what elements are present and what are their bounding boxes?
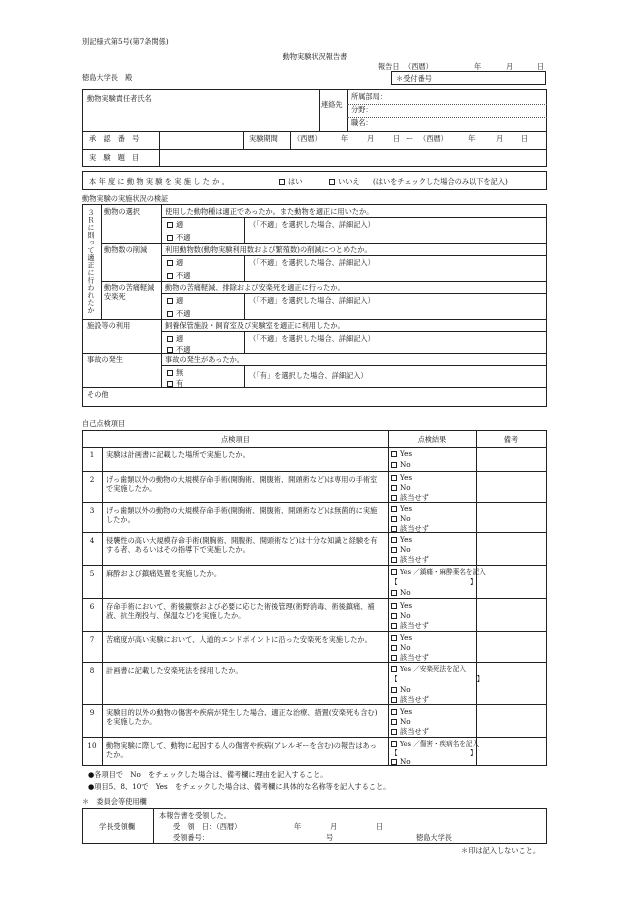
conducted-no-checkbox[interactable]: いいえ (329, 177, 360, 186)
form-id: 別記様式第5号(第7条関係) (82, 37, 169, 46)
receipt-month: 月 (330, 822, 338, 831)
accident-none-checkbox[interactable]: 無 (167, 368, 183, 377)
check-1-no[interactable]: No (391, 460, 411, 469)
check-5-no[interactable]: No (391, 588, 411, 597)
check-4-yes[interactable]: Yes (391, 535, 412, 544)
info-table (82, 89, 547, 167)
footnote: ＊印は記入しないこと。 (461, 846, 541, 855)
receipt-number-label: 受領番号： (173, 833, 209, 842)
other-label: その他 (87, 390, 109, 399)
conducted-question: 本 年 度 に 動 物 実 験 を 実 施 し た か 。 (89, 177, 229, 186)
check-no: 2 (89, 475, 95, 484)
section-label-facilities: 施設等の利用 (87, 321, 131, 330)
header-item: 点検項目 (221, 435, 250, 444)
check-text: げっ歯類以外の動物の大規模存命手術(開胸術、開腹術、開頭術など)は専用の手術室で実施したか。 (106, 475, 378, 493)
received-text: 本報告書を受領した。 (159, 811, 231, 820)
check-no: 5 (89, 569, 95, 578)
check-text: 計画書に記載した安楽死法を採用したか。 (106, 666, 243, 675)
check-8-na[interactable]: 該当せず (391, 695, 429, 704)
check-5-detail: 【 】 (391, 578, 477, 586)
check-10-detail: 【 】 (391, 749, 477, 757)
check-text: 実験目的以外の動物の傷害や疾病が発生した場合、適正な治療、措置(安楽死も含む)を実施したか。 (106, 708, 378, 726)
check-4-na[interactable]: 該当せず (391, 555, 429, 564)
section-question-selection: 使用した動物種は適正であったか。また動物を適正に用いたか。 (165, 207, 374, 216)
verification-table (82, 204, 547, 407)
check-no: 10 (87, 741, 97, 750)
check-7-yes[interactable]: Yes (391, 633, 412, 642)
selection-ng-checkbox[interactable]: 不適 (167, 233, 190, 242)
check-text: 実験は計画書に記載した場所で実施したか。 (106, 450, 250, 459)
check-3-yes[interactable]: Yes (391, 504, 412, 513)
check-2-no[interactable]: No (391, 483, 411, 492)
note-yes: ●項目5、8、10で Yes をチェックした場合は、備考欄に具体的な名称等を記入すること。 (88, 782, 391, 791)
check-9-yes[interactable]: Yes (391, 707, 412, 716)
reduction-ok-checkbox[interactable]: 適 (167, 258, 183, 267)
check-4-no[interactable]: No (391, 545, 411, 554)
check-5-yes[interactable]: Yes ／鎮痛・麻酔薬名を記入 (391, 568, 486, 576)
accident-yes-checkbox[interactable]: 有 (167, 379, 183, 388)
selection-ok-checkbox[interactable]: 適 (167, 220, 183, 229)
check-no: 8 (89, 666, 95, 675)
committee-table (82, 808, 547, 844)
selection-note: （「不適」を選択した場合、詳細記入） (249, 220, 375, 229)
check-10-yes[interactable]: Yes ／傷害・疾病名を記入 (391, 740, 479, 748)
check-8-yes[interactable]: Yes ／安楽死法を記入 (391, 665, 466, 673)
check-9-na[interactable]: 該当せず (391, 727, 429, 736)
self-check-table (82, 430, 547, 766)
section-question-reduction: 利用動物数(動物実験利用数および繁殖数)の削減につとめたか。 (165, 245, 372, 254)
receipt-date-label: 受 領 日：（西暦） (173, 822, 242, 831)
check-10-no[interactable]: No (391, 757, 411, 766)
conducted-note: (はいをチェックした場合のみ以下を記入) (373, 177, 508, 186)
check-no: 9 (89, 708, 95, 717)
conducted-row (82, 171, 547, 190)
contact-dept: 所属部局： (351, 92, 387, 101)
note-no: ●各項目で No をチェックした場合は、備考欄に理由を記入すること。 (88, 770, 328, 779)
committee-title: ＊ 委員会等使用欄 (82, 797, 147, 806)
facilities-note: （「不適」を選択した場合、詳細記入） (249, 334, 375, 343)
facilities-ok-checkbox[interactable]: 適 (167, 334, 183, 343)
header-remarks: 備考 (503, 435, 519, 444)
section-label-refinement: 動物の苦痛軽減安楽死 (104, 283, 155, 301)
check-2-yes[interactable]: Yes (391, 473, 412, 482)
header-result: 点検結果 (417, 435, 447, 444)
receipt-day: 日 (376, 822, 384, 831)
check-text: 存命手術において、術後観察および必要に応じた術後管理(術野消毒、術後鎮痛、補液、抗生剤投与、保温など)を実施したか。 (106, 602, 375, 620)
check-3-na[interactable]: 該当せず (391, 524, 429, 533)
check-7-no[interactable]: No (391, 643, 411, 652)
check-no: 7 (89, 635, 95, 644)
check-text: げっ歯類以外の動物の大規模存命手術(開胸術、開腹術、開頭術など)は無菌的に実施したか。 (106, 506, 378, 524)
section-question-refinement: 動物の苦痛軽減、排除および安楽死を適正に行ったか。 (165, 283, 345, 292)
check-no: 4 (89, 536, 95, 545)
section-question-facilities: 飼養保管施設・飼育室及び実験室を適正に利用したか。 (165, 321, 345, 330)
check-7-na[interactable]: 該当せず (391, 653, 429, 662)
president-receipt-label: 学長受領欄 (99, 822, 135, 831)
section-label-reduction: 動物数の削減 (104, 245, 148, 254)
refinement-note: （「不適」を選択した場合、詳細記入） (249, 296, 375, 305)
check-2-na[interactable]: 該当せず (391, 493, 429, 502)
period-label: 実験期間 (249, 134, 278, 143)
check-6-na[interactable]: 該当せず (391, 621, 429, 630)
theme-label: 実 験 題 目 (89, 153, 140, 162)
check-9-no[interactable]: No (391, 717, 411, 726)
contact-field: 分野： (351, 105, 373, 114)
facilities-ng-checkbox[interactable]: 不適 (167, 345, 190, 354)
check-1-yes[interactable]: Yes (391, 449, 412, 458)
check-8-no[interactable]: No (391, 685, 411, 694)
conducted-yes-checkbox[interactable]: はい (279, 177, 302, 186)
reception-number-box: ＊受付番号 (391, 71, 546, 85)
accident-note: （「有」を選択した場合、詳細記入） (249, 371, 368, 380)
contact-label: 連絡先 (321, 100, 343, 109)
check-3-no[interactable]: No (391, 514, 411, 523)
president-name: 徳島大学長 (416, 833, 452, 842)
refinement-ok-checkbox[interactable]: 適 (167, 296, 183, 305)
report-date: 報告日 （西暦） 年 月 日 (378, 62, 545, 71)
receipt-number-suffix: 号 (326, 833, 334, 842)
check-no: 1 (89, 450, 95, 459)
verification-title: 動物実験の実施状況の検証 (82, 194, 169, 203)
check-no: 3 (89, 506, 95, 515)
receipt-year: 年 (294, 822, 302, 831)
contact-position: 職名： (351, 118, 373, 127)
check-text: 動物実験に際して、動物に起因する人の傷害や疾病(アレルギーを含む)の報告はあったか。 (106, 741, 377, 759)
responsible-label: 動物実験責任者氏名 (87, 94, 152, 103)
approval-number-label: 承 認 番 号 (89, 134, 140, 143)
check-6-no[interactable]: No (391, 611, 411, 620)
section-label-selection: 動物の選択 (104, 207, 140, 216)
section-label-accident: 事故の発生 (87, 355, 123, 364)
three-r-label: ３Ｒに則って適正に行われたか (87, 209, 95, 314)
reduction-note: （「不適」を選択した場合、詳細記入） (249, 258, 375, 267)
addressee: 徳島大学長 殿 (82, 73, 133, 82)
check-8-detail: 【 】 (391, 675, 484, 683)
check-text: 苦痛度が高い実験において、人道的エンドポイントに沿った安楽死を実施したか。 (106, 635, 372, 644)
check-6-yes[interactable]: Yes (391, 601, 412, 610)
refinement-ng-checkbox[interactable]: 不適 (167, 309, 190, 318)
check-text: 麻酔および鎮痛処置を実施したか。 (106, 569, 222, 578)
section-question-accident: 事故の発生があったか。 (165, 355, 244, 364)
period-dates: （西暦） 年 月 日 ー （西暦） 年 月 日 (293, 134, 529, 143)
self-check-title: 自己点検項目 (82, 419, 126, 428)
check-no: 6 (89, 602, 95, 611)
reduction-ng-checkbox[interactable]: 不適 (167, 271, 190, 280)
page-title: 動物実験状況報告書 (282, 52, 348, 61)
check-text: 侵襲性の高い大規模存命手術(開胸術、開腹術、開頭術など)は十分な知識と経験を有する者、あるいはその指導下で実施したか。 (106, 536, 378, 554)
